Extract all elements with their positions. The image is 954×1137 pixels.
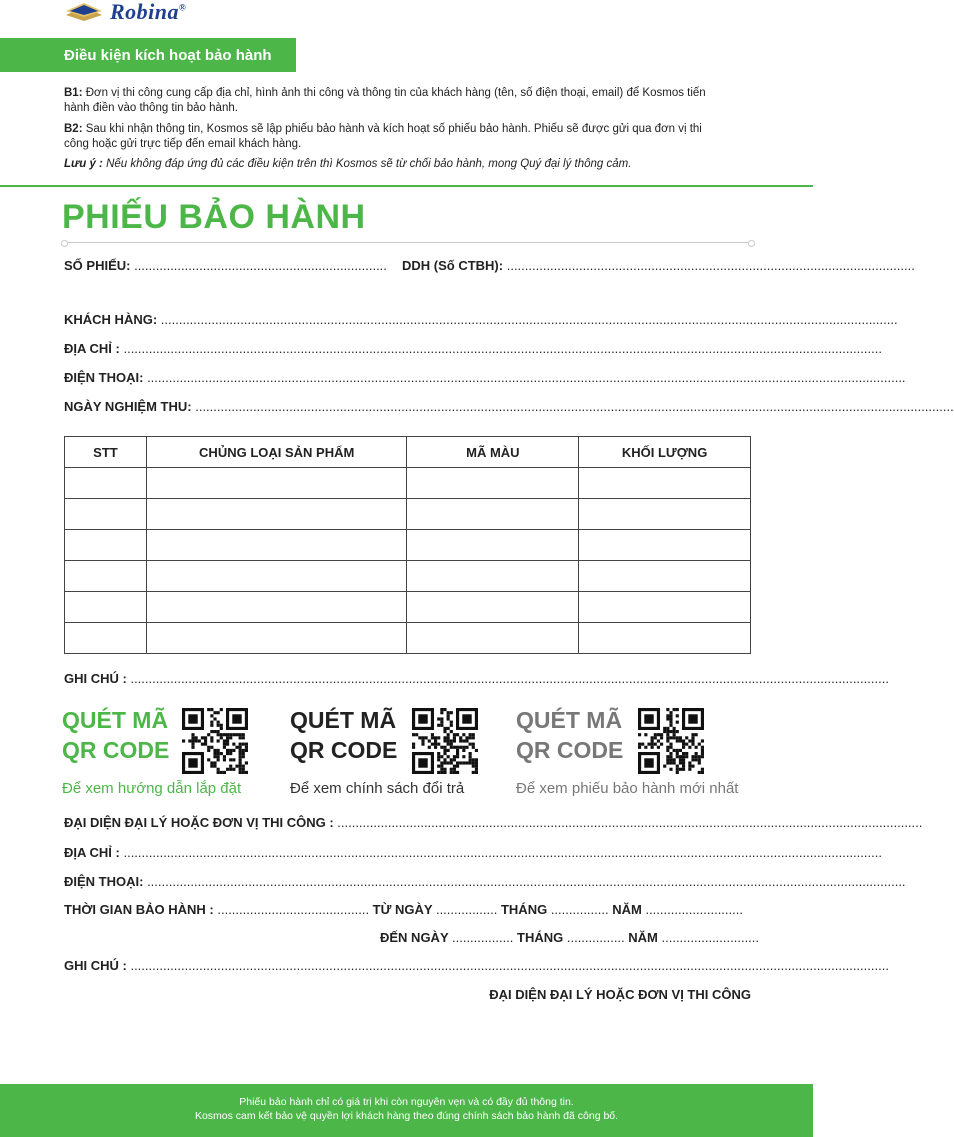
- qr-title-3: [516, 705, 756, 765]
- qr-block-install: [62, 705, 272, 805]
- thoi-gian-label: THỜI GIAN BẢO HÀNH :: [64, 902, 218, 917]
- note-text: Nếu không đáp ứng đủ các điều kiện trên thì Kosmos sẽ từ chối bảo hành, mong Quý đại lý thông cảm.: [102, 158, 632, 170]
- nam-label-2: NĂM: [624, 930, 662, 945]
- step-2-label: B2:: [64, 123, 83, 135]
- table-cell[interactable]: [579, 592, 751, 623]
- footer-line-1: Phiếu bảo hành chỉ có giá trị khi còn nguyên vẹn và có đầy đủ thông tin.: [239, 1096, 574, 1108]
- nam-label-1: NĂM: [608, 902, 646, 917]
- qr-caption-3: Để xem phiếu bảo hành mới nhất: [516, 780, 739, 797]
- table-cell[interactable]: [579, 468, 751, 499]
- dealer-dien-thoai-label: ĐIỆN THOẠI:: [64, 874, 148, 889]
- qr-title-2-line1: QUÉT MÃ: [290, 707, 397, 733]
- table-cell[interactable]: [407, 530, 579, 561]
- khach-hang-field[interactable]: KHÁCH HÀNG: ............................................................................................................................................................................................................: [64, 312, 898, 327]
- table-cell[interactable]: [146, 623, 407, 654]
- qr-title-3-line2: QR CODE: [516, 737, 624, 763]
- header-chung-loai: CHỦNG LOẠI SẢN PHẨM: [146, 437, 407, 468]
- dia-chi-label: ĐỊA CHỈ :: [64, 341, 124, 356]
- table-header-row: [65, 437, 751, 468]
- table-cell[interactable]: [65, 561, 147, 592]
- table-cell[interactable]: [579, 561, 751, 592]
- divider: [0, 185, 813, 187]
- den-ngay-field[interactable]: ĐẾN NGÀY ................. THÁNG ................ NĂM ...........................: [380, 930, 760, 945]
- section-title-banner: [0, 38, 296, 72]
- condition-step-1: [64, 86, 724, 116]
- qr-block-latest-warranty: [516, 705, 756, 805]
- thoi-gian-bao-hanh-field[interactable]: THỜI GIAN BẢO HÀNH : .......................................... TỪ NGÀY ................. THÁNG ................ NĂM ...........................: [64, 902, 743, 917]
- qr-code-icon[interactable]: [182, 708, 248, 774]
- ddh-field[interactable]: DDH (Số CTBH): .................................................................................................................: [402, 258, 915, 273]
- ddh-label: DDH (Số CTBH):: [402, 258, 507, 273]
- qr-block-return-policy: [290, 705, 500, 805]
- qr-title-2-line2: QR CODE: [290, 737, 398, 763]
- dai-dien-field[interactable]: ĐẠI DIỆN ĐẠI LÝ HOẶC ĐƠN VỊ THI CÔNG : ..................................................................................................................................................................: [64, 815, 923, 830]
- table-cell[interactable]: [579, 530, 751, 561]
- qr-title-1-line2: QR CODE: [62, 737, 170, 763]
- header-khoi-luong: KHỐI LƯỢNG: [579, 437, 751, 468]
- table-cell[interactable]: [146, 499, 407, 530]
- step-1-text: Đơn vị thi công cung cấp địa chỉ, hình ảnh thi công và thông tin của khách hàng (tên, số điện thoại, email) để Kosmos tiến hành điền vào thông tin bảo hành.: [64, 87, 706, 114]
- dien-thoai-label: ĐIỆN THOẠI:: [64, 370, 148, 385]
- dien-thoai-field[interactable]: ĐIỆN THOẠI: ..................................................................................................................................................................................................................: [64, 370, 906, 385]
- dealer-dia-chi-label: ĐỊA CHỈ :: [64, 845, 124, 860]
- title-underline: [64, 242, 752, 243]
- dealer-dien-thoai-field[interactable]: ĐIỆN THOẠI: ..................................................................................................................................................................................................................: [64, 874, 906, 889]
- logo-wordmark: Robina: [110, 0, 180, 24]
- khach-hang-label: KHÁCH HÀNG:: [64, 312, 161, 327]
- table-row: [65, 592, 751, 623]
- table-cell[interactable]: [579, 499, 751, 530]
- thang-label-1: THÁNG: [497, 902, 551, 917]
- qr-title-1-line1: QUÉT MÃ: [62, 707, 169, 733]
- table-cell[interactable]: [146, 592, 407, 623]
- dia-chi-field[interactable]: ĐỊA CHỈ : ..................................................................................................................................................................................................................: [64, 341, 882, 356]
- ngay-nghiem-thu-label: NGÀY NGHIỆM THU:: [64, 399, 196, 414]
- table-cell[interactable]: [407, 623, 579, 654]
- condition-step-2: [64, 122, 724, 152]
- logo-text: [110, 0, 186, 25]
- product-table: [64, 436, 751, 654]
- note-label: Lưu ý :: [64, 158, 103, 170]
- table-cell[interactable]: [407, 468, 579, 499]
- table-cell[interactable]: [407, 592, 579, 623]
- dealer-dia-chi-field[interactable]: ĐỊA CHỈ : ..................................................................................................................................................................................................................: [64, 845, 882, 860]
- ngay-nghiem-thu-field[interactable]: NGÀY NGHIỆM THU: ..................................................................................................................................................................................................................: [64, 399, 954, 414]
- table-cell[interactable]: [65, 499, 147, 530]
- table-row: [65, 623, 751, 654]
- condition-note: [64, 158, 631, 170]
- so-phieu-label: SỐ PHIẾU:: [64, 258, 135, 273]
- table-cell[interactable]: [579, 623, 751, 654]
- table-row: [65, 561, 751, 592]
- table-cell[interactable]: [65, 592, 147, 623]
- table-row: [65, 530, 751, 561]
- den-ngay-label: ĐẾN NGÀY: [380, 930, 452, 945]
- dai-dien-label: ĐẠI DIỆN ĐẠI LÝ HOẶC ĐƠN VỊ THI CÔNG :: [64, 815, 338, 830]
- table-row: [65, 499, 751, 530]
- section-title: Điều kiện kích hoạt bảo hành: [64, 46, 272, 64]
- thang-label-2: THÁNG: [513, 930, 567, 945]
- so-phieu-field[interactable]: SỐ PHIẾU: ......................................................................: [64, 258, 387, 273]
- step-1-label: B1:: [64, 87, 83, 99]
- ghi-chu-field[interactable]: GHI CHÚ : ..................................................................................................................................................................................................................: [64, 671, 889, 686]
- table-row: [65, 468, 751, 499]
- step-2-text: Sau khi nhận thông tin, Kosmos sẽ lập phiếu bảo hành và kích hoạt số phiếu bảo hành. Phiếu sẽ được gửi qua đơn vị thi công hoặc gửi trực tiếp đến email khách hàng.: [64, 123, 702, 150]
- qr-title-3-line1: QUÉT MÃ: [516, 707, 623, 733]
- table-cell[interactable]: [146, 561, 407, 592]
- table-cell[interactable]: [65, 623, 147, 654]
- qr-code-icon[interactable]: [638, 708, 704, 774]
- table-cell[interactable]: [146, 468, 407, 499]
- footer-line-2: Kosmos cam kết bảo vệ quyền lợi khách hàng theo đúng chính sách bảo hành đã công bố.: [194, 1110, 619, 1122]
- dealer-ghi-chu-field[interactable]: GHI CHÚ : ..................................................................................................................................................................................................................: [64, 958, 889, 973]
- table-cell[interactable]: [407, 561, 579, 592]
- header-stt: STT: [65, 437, 147, 468]
- logo-mark-icon: [64, 1, 104, 23]
- signature-label: ĐẠI DIỆN ĐẠI LÝ HOẶC ĐƠN VỊ THI CÔNG: [489, 987, 751, 1002]
- table-cell[interactable]: [65, 468, 147, 499]
- table-cell[interactable]: [146, 530, 407, 561]
- qr-code-icon[interactable]: [412, 708, 478, 774]
- brand-logo: [64, 0, 186, 24]
- registered-mark: ®: [179, 2, 187, 13]
- qr-caption-1: Để xem hướng dẫn lắp đặt: [62, 780, 242, 797]
- footer: [0, 1084, 813, 1137]
- header-ma-mau: MÃ MÀU: [407, 437, 579, 468]
- table-cell[interactable]: [65, 530, 147, 561]
- dealer-ghi-chu-label: GHI CHÚ :: [64, 958, 131, 973]
- tu-ngay-label: TỪ NGÀY: [369, 902, 436, 917]
- ghi-chu-label: GHI CHÚ :: [64, 671, 131, 686]
- table-cell[interactable]: [407, 499, 579, 530]
- form-title: PHIẾU BẢO HÀNH: [62, 198, 366, 236]
- qr-caption-2: Để xem chính sách đổi trả: [290, 780, 465, 797]
